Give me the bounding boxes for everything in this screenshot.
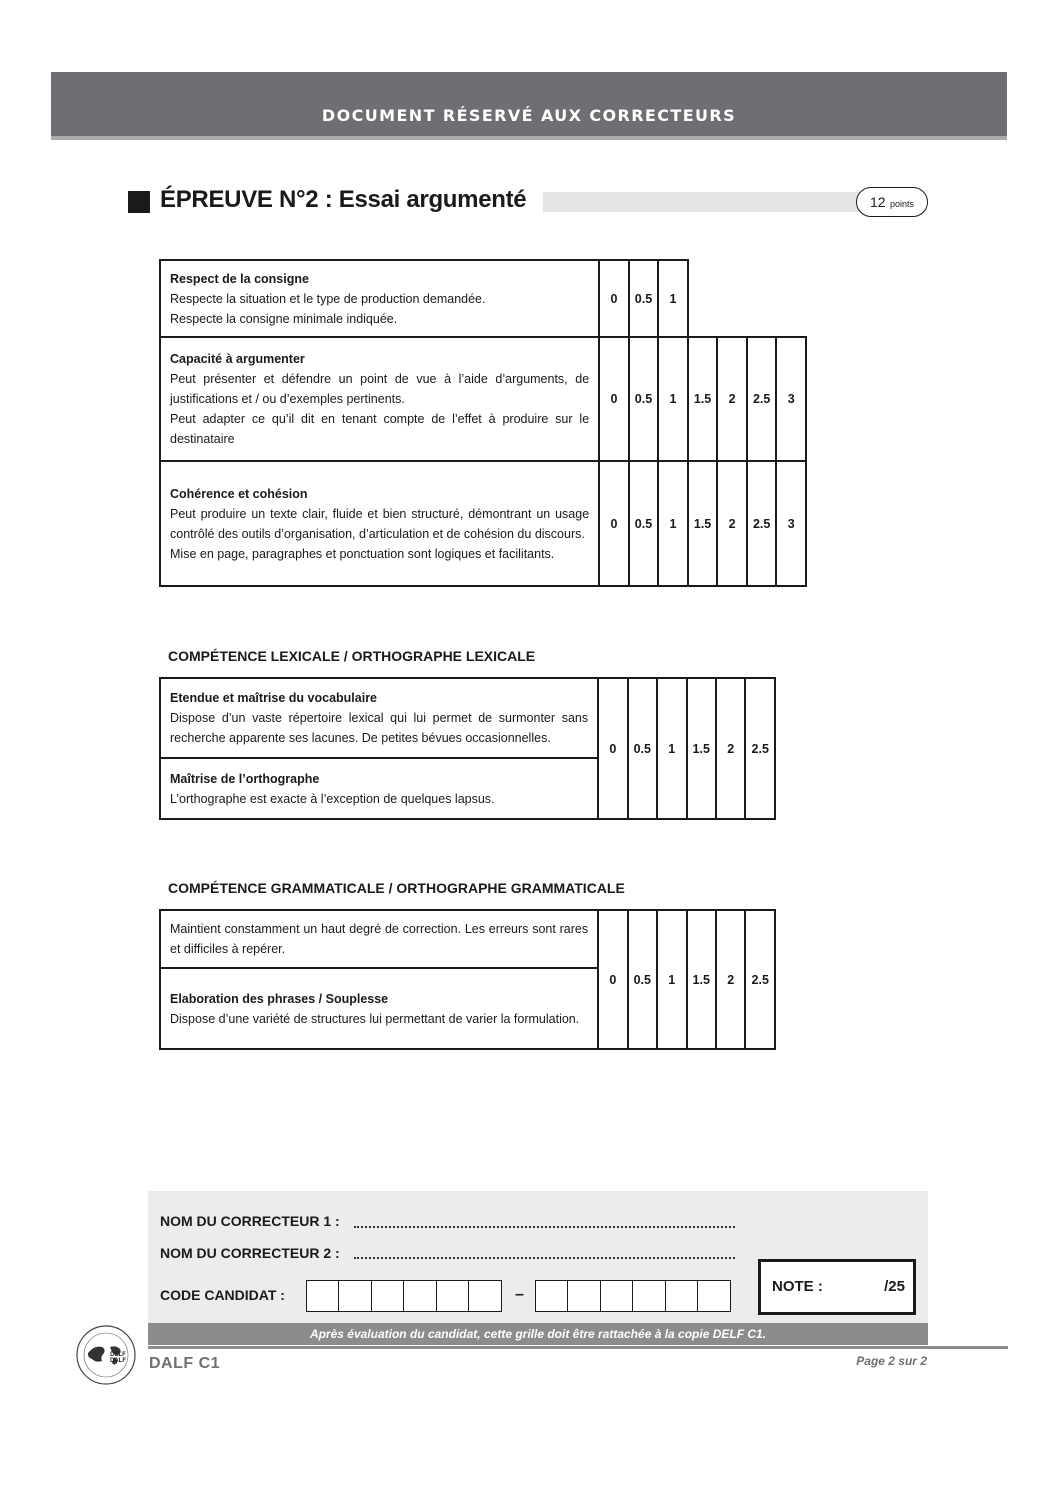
score-cell[interactable]: 2.5 bbox=[747, 461, 777, 586]
points-unit: points bbox=[890, 199, 915, 209]
code-cell[interactable] bbox=[632, 1280, 666, 1312]
corrector1-field[interactable] bbox=[354, 1226, 735, 1228]
points-badge bbox=[856, 187, 928, 217]
criterion-line: Dispose d’un vaste répertoire lexical qui lui permet de surmonter sans recherche apparente ses lacunes. De petites bévues occasionnelles. bbox=[170, 711, 589, 745]
criterion-line: Peut adapter ce qu’il dit en tenant compte de l’effet à produire sur le destinataire bbox=[170, 412, 590, 446]
criterion-cell bbox=[160, 461, 599, 586]
corrector2-field[interactable] bbox=[354, 1257, 735, 1259]
score-cell[interactable]: 1 bbox=[658, 337, 688, 461]
score-cell[interactable]: 2.5 bbox=[745, 910, 775, 1049]
header-banner-rule bbox=[51, 136, 1007, 140]
candidate-code-part1 bbox=[307, 1280, 502, 1312]
score-cell[interactable]: 2.5 bbox=[747, 337, 777, 461]
score-cell[interactable]: 1.5 bbox=[687, 678, 716, 819]
code-cell[interactable] bbox=[338, 1280, 372, 1312]
grid-row-coherence bbox=[160, 461, 806, 586]
footer-rule bbox=[148, 1346, 1008, 1349]
score-cell[interactable]: 2 bbox=[716, 678, 745, 819]
score-cell[interactable]: 1 bbox=[657, 910, 686, 1049]
code-cell[interactable] bbox=[697, 1280, 731, 1312]
note-max: /25 bbox=[884, 1278, 905, 1295]
criterion-line: Peut présenter et défendre un point de vue à l’aide d’arguments, de justifications et / ou d’exemples pertinents. bbox=[170, 372, 590, 406]
brand-label: DALF C1 bbox=[149, 1355, 221, 1372]
score-cell[interactable]: 2.5 bbox=[745, 678, 775, 819]
score-cell[interactable]: 1 bbox=[658, 260, 688, 337]
criterion-heading: Respect de la consigne bbox=[170, 271, 309, 286]
score-cell[interactable]: 0.5 bbox=[628, 910, 657, 1049]
svg-text:DALF: DALF bbox=[110, 1358, 126, 1364]
delf-dalf-logo-icon bbox=[74, 1323, 138, 1387]
note-box[interactable] bbox=[758, 1259, 916, 1315]
score-cell[interactable]: 1.5 bbox=[688, 337, 718, 461]
title-underbar bbox=[543, 192, 869, 212]
note-label: NOTE : bbox=[772, 1278, 823, 1295]
code-cell[interactable] bbox=[535, 1280, 569, 1312]
criterion-heading: Cohérence et cohésion bbox=[170, 486, 308, 501]
criterion-line: Dispose d’une variété de structures lui permettant de varier la formulation. bbox=[170, 1011, 580, 1026]
grammar-grid bbox=[159, 909, 776, 1050]
empty-gap bbox=[688, 260, 806, 337]
score-cell[interactable]: 0.5 bbox=[629, 337, 659, 461]
score-cell[interactable]: 0.5 bbox=[629, 461, 659, 586]
score-cell[interactable]: 0 bbox=[598, 678, 627, 819]
svg-text:DELF: DELF bbox=[110, 1352, 126, 1358]
criterion-cell bbox=[160, 260, 599, 337]
score-cell[interactable]: 1.5 bbox=[688, 461, 718, 586]
code-cell[interactable] bbox=[436, 1280, 470, 1312]
score-cell[interactable]: 0 bbox=[598, 910, 627, 1049]
score-cell[interactable]: 2 bbox=[717, 461, 747, 586]
code-cell[interactable] bbox=[371, 1280, 405, 1312]
header-banner-text: DOCUMENT RÉSERVÉ AUX CORRECTEURS bbox=[321, 106, 737, 125]
score-cell[interactable]: 0 bbox=[599, 461, 629, 586]
score-cell[interactable]: 0.5 bbox=[629, 260, 659, 337]
main-grid bbox=[159, 259, 807, 587]
score-cell[interactable]: 2 bbox=[716, 910, 745, 1049]
candidate-code-label: CODE CANDIDAT : bbox=[160, 1287, 285, 1303]
criterion-line: Respecte la consigne minimale indiquée. bbox=[170, 311, 398, 326]
criterion-heading: Capacité à argumenter bbox=[170, 352, 305, 366]
criterion-heading: Etendue et maîtrise du vocabulaire bbox=[170, 691, 378, 705]
code-separator: – bbox=[515, 1286, 524, 1303]
code-cell[interactable] bbox=[600, 1280, 634, 1312]
criterion-line: L’orthographe est exacte à l’exception de quelques lapsus. bbox=[170, 791, 495, 806]
page-title: ÉPREUVE N°2 : Essai argumenté bbox=[160, 186, 527, 213]
grid-row-argumenter bbox=[160, 337, 806, 461]
criterion-heading: Elaboration des phrases / Souplesse bbox=[170, 991, 389, 1006]
corrector1-label: NOM DU CORRECTEUR 1 : bbox=[160, 1213, 340, 1229]
score-cell[interactable]: 0 bbox=[599, 337, 629, 461]
code-cell[interactable] bbox=[665, 1280, 699, 1312]
corrector2-label: NOM DU CORRECTEUR 2 : bbox=[160, 1245, 340, 1261]
criterion-cell bbox=[160, 758, 598, 819]
code-cell[interactable] bbox=[403, 1280, 437, 1312]
criterion-line: Maintient constamment un haut degré de correction. Les erreurs sont rares et difficiles à repérer. bbox=[170, 922, 589, 956]
lexical-grid bbox=[159, 677, 776, 820]
title-square-icon bbox=[128, 191, 150, 213]
score-cell[interactable]: 0.5 bbox=[628, 678, 657, 819]
criterion-cell bbox=[160, 968, 598, 1049]
footnote-text: Après évaluation du candidat, cette grille doit être rattachée à la copie DELF C1. bbox=[309, 1327, 767, 1341]
score-cell[interactable]: 1 bbox=[658, 461, 688, 586]
page-number: Page 2 sur 2 bbox=[856, 1354, 927, 1368]
candidate-code-part2 bbox=[536, 1280, 731, 1312]
criterion-heading: Maîtrise de l’orthographe bbox=[170, 771, 320, 786]
lexical-row-vocabulaire bbox=[160, 678, 775, 758]
points-value: 12 bbox=[869, 194, 886, 210]
score-cell[interactable]: 3 bbox=[776, 337, 806, 461]
score-cell[interactable]: 1 bbox=[657, 678, 686, 819]
criterion-line: Respecte la situation et le type de production demandée. bbox=[170, 291, 486, 306]
score-cell[interactable]: 2 bbox=[717, 337, 747, 461]
code-cell[interactable] bbox=[306, 1280, 340, 1312]
criterion-cell bbox=[160, 910, 598, 968]
code-cell[interactable] bbox=[468, 1280, 502, 1312]
lexical-section-title: COMPÉTENCE LEXICALE / ORTHOGRAPHE LEXICALE bbox=[168, 648, 536, 664]
code-cell[interactable] bbox=[567, 1280, 601, 1312]
score-cell[interactable]: 0 bbox=[599, 260, 629, 337]
grid-row-consigne bbox=[160, 260, 806, 337]
criterion-line: Peut produire un texte clair, fluide et bien structuré, démontrant un usage contrôlé des outils d’organisation, d’articulation et de cohésion du discours. bbox=[170, 506, 590, 541]
score-cell[interactable]: 1.5 bbox=[687, 910, 716, 1049]
criterion-cell bbox=[160, 337, 599, 461]
criterion-line: Mise en page, paragraphes et ponctuation sont logiques et facilitants. bbox=[170, 546, 555, 561]
criterion-cell bbox=[160, 678, 598, 758]
grammar-row-correction bbox=[160, 910, 775, 968]
grammar-section-title: COMPÉTENCE GRAMMATICALE / ORTHOGRAPHE GRAMMATICALE bbox=[168, 880, 625, 896]
score-cell[interactable]: 3 bbox=[776, 461, 806, 586]
